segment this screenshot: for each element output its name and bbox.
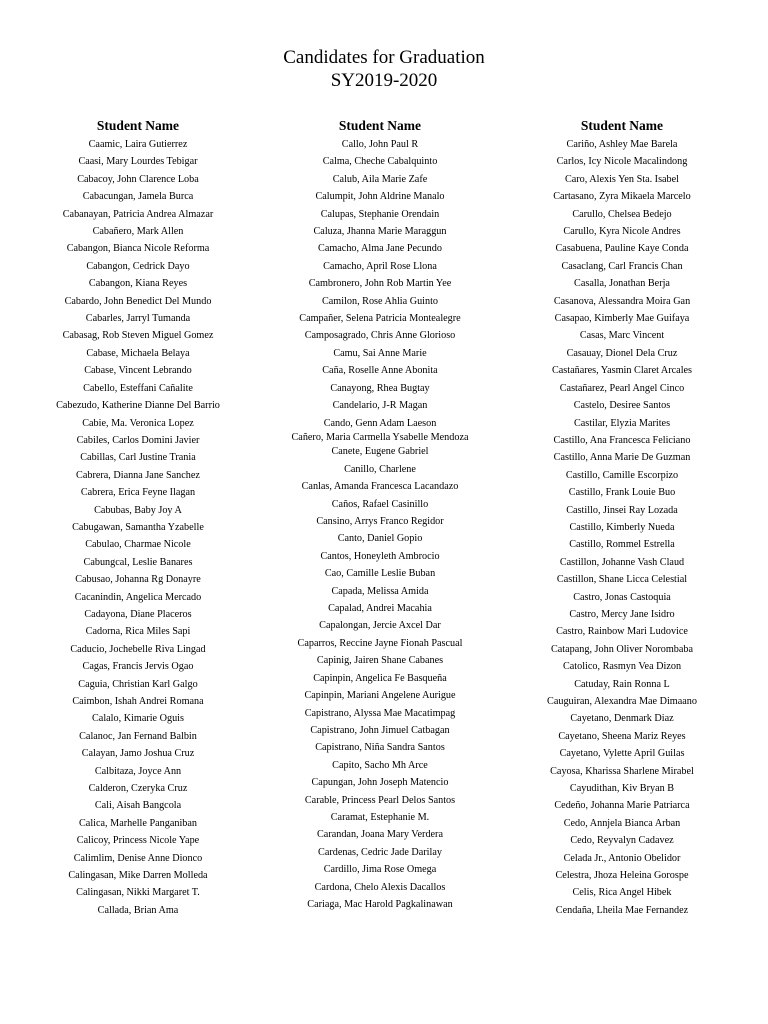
student-name-item: Celada Jr., Antonio Obelidor bbox=[563, 852, 681, 864]
student-name-item: Capistrano, Alyssa Mae Macatimpag bbox=[304, 707, 456, 719]
column-header: Student Name bbox=[96, 118, 180, 133]
student-name-item: Castillo, Frank Louie Buo bbox=[568, 487, 676, 499]
student-name-item: Calderon, Czeryka Cruz bbox=[88, 783, 188, 795]
student-name-item: Cabungcal, Leslie Banares bbox=[83, 556, 193, 568]
student-name-item: Cabello, Esteffani Cañalite bbox=[83, 382, 193, 394]
student-name-item: Calingasan, Mike Darren Molleda bbox=[68, 870, 208, 882]
student-name-item: Calub, Aila Marie Zafe bbox=[332, 173, 428, 185]
student-name-item: Cabangon, Cedrick Dayo bbox=[86, 260, 190, 272]
student-name-item: Caimbon, Ishah Andrei Romana bbox=[72, 696, 204, 707]
name-column-2 bbox=[255, 116, 505, 913]
student-name-item: Canto, Daniel Gopio bbox=[337, 533, 423, 545]
student-name-item: Cambronero, John Rob Martin Yee bbox=[308, 278, 452, 290]
student-name-item: Caramat, Estephanie M. bbox=[330, 811, 430, 823]
student-name-item: Casas, Marc Vincent bbox=[579, 330, 665, 342]
student-name-item: Cali, Aisah Bangcola bbox=[94, 800, 182, 812]
student-name-item: Capungan, John Joseph Matencio bbox=[311, 777, 449, 789]
student-name-item: Capalongan, Jercie Axcel Dar bbox=[319, 620, 441, 632]
student-name-item: Caños, Rafael Casinillo bbox=[331, 498, 429, 510]
student-name-item: Castañarez, Pearl Angel Cinco bbox=[559, 382, 685, 394]
student-name-item: Campañer, Selena Patricia Montealegre bbox=[299, 313, 461, 325]
student-name-item: Cariño, Ashley Mae Barela bbox=[566, 139, 678, 150]
student-name-item: Cabubas, Baby Joy A bbox=[94, 504, 182, 516]
student-name-item: Cardenas, Cedric Jade Darilay bbox=[318, 846, 442, 858]
student-name-item: Cabangon, Kiana Reyes bbox=[88, 278, 188, 290]
student-name-item: Cabanayan, Patricia Andrea Almazar bbox=[62, 208, 214, 220]
student-name-item: Cartasano, Zyra Mikaela Marcelo bbox=[553, 191, 691, 203]
student-name-item: Castro, Jonas Castoquia bbox=[573, 591, 671, 603]
name-column-1 bbox=[13, 116, 263, 919]
student-name-item: Castelo, Desiree Santos bbox=[573, 400, 671, 412]
student-name-item: Caducio, Jochebelle Riva Lingad bbox=[70, 643, 206, 655]
student-name-item: Cayetano, Vylette April Guilas bbox=[559, 748, 685, 760]
student-name-item: Cacanindin, Angelica Mercado bbox=[74, 591, 202, 603]
student-name-item: Cabiles, Carlos Domini Javier bbox=[76, 434, 200, 446]
student-name-item: Castro, Mercy Jane Isidro bbox=[569, 608, 675, 620]
name-list bbox=[13, 136, 263, 919]
name-list bbox=[497, 136, 747, 919]
student-name-item: Caluza, Jhanna Marie Maraggun bbox=[313, 226, 447, 238]
student-name-item: Cardillo, Jima Rose Omega bbox=[323, 864, 437, 876]
student-name-item: Casauay, Dionel Dela Cruz bbox=[566, 347, 678, 359]
student-name-item: Cabie, Ma. Veronica Lopez bbox=[82, 417, 194, 429]
student-name-item: Calma, Cheche Cabalquinto bbox=[322, 156, 438, 168]
student-name-item: Catolico, Rasmyn Vea Dizon bbox=[562, 661, 682, 673]
student-name-item: Capalad, Andrei Macahia bbox=[328, 603, 432, 615]
student-name-item: Casapao, Kimberly Mae Guifaya bbox=[554, 313, 690, 325]
student-name-item: Cabardo, John Benedict Del Mundo bbox=[64, 295, 212, 307]
student-name-item: Cardona, Chelo Alexis Dacallos bbox=[314, 881, 446, 893]
student-name-item: Cabase, Vincent Lebrando bbox=[84, 365, 192, 377]
student-name-item: Cabrera, Dianna Jane Sanchez bbox=[76, 469, 200, 481]
student-name-item: Castro, Rainbow Mari Ludovice bbox=[556, 626, 688, 638]
student-name-item: Callada, Brian Ama bbox=[97, 904, 179, 916]
student-name-item: Cedo, Reyvalyn Cadavez bbox=[570, 835, 674, 847]
student-name-item: Cedeño, Johanna Marie Patriarca bbox=[554, 800, 690, 812]
student-name-item: Cabarles, Jarryl Tumanda bbox=[85, 313, 191, 325]
student-name-item: Carandan, Joana Mary Verdera bbox=[317, 829, 443, 841]
student-name-item: Cabusao, Johanna Rg Donayre bbox=[75, 574, 201, 586]
student-name-item: Calumpit, John Aldrine Manalo bbox=[315, 191, 445, 203]
student-name-item: Canete, Eugene Gabriel bbox=[331, 446, 429, 458]
student-name-item: Castillo, Ana Francesca Feliciano bbox=[553, 434, 691, 446]
student-name-item: Camu, Sai Anne Marie bbox=[333, 347, 427, 359]
student-name-item: Cabangon, Bianca Nicole Reforma bbox=[66, 243, 210, 255]
student-name-item: Callo, John Paul R bbox=[341, 139, 419, 150]
student-name-item: Catapang, John Oliver Norombaba bbox=[550, 643, 694, 655]
student-name-item: Capistrano, Niña Sandra Santos bbox=[315, 742, 445, 754]
student-name-item: Cayosa, Kharissa Sharlene Mirabel bbox=[550, 765, 694, 777]
student-name-item: Calayan, Jamo Joshua Cruz bbox=[81, 748, 195, 760]
column-header: Student Name bbox=[338, 118, 422, 133]
student-name-item: Caro, Alexis Yen Sta. Isabel bbox=[564, 173, 680, 185]
student-name-item: Castillo, Kimberly Nueda bbox=[569, 521, 675, 533]
student-name-item: Cariaga, Mac Harold Pagkalinawan bbox=[307, 898, 453, 910]
student-name-item: Calimlim, Denise Anne Dionco bbox=[73, 852, 203, 864]
name-column-3 bbox=[497, 116, 747, 919]
student-name-item: Castillo, Anna Marie De Guzman bbox=[553, 452, 691, 464]
student-name-item: Capinpin, Angelica Fe Basqueña bbox=[313, 672, 447, 684]
student-name-item: Cabezudo, Katherine Dianne Del Barrio bbox=[56, 400, 220, 412]
student-name-item: Caamic, Laira Gutierrez bbox=[88, 139, 188, 150]
student-name-item: Carullo, Chelsea Bedejo bbox=[572, 208, 672, 220]
student-name-item: Cabase, Michaela Belaya bbox=[86, 347, 190, 359]
student-name-item: Capinig, Jairen Shane Cabanes bbox=[316, 655, 444, 667]
student-name-item: Cadorna, Rica Miles Sapi bbox=[85, 626, 191, 638]
student-name-item: Cabillas, Carl Justine Trania bbox=[80, 452, 196, 464]
student-name-item: Camilon, Rose Ahlia Guinto bbox=[321, 295, 439, 307]
student-name-item: Casanova, Alessandra Moira Gan bbox=[553, 295, 691, 307]
student-name-item: Carable, Princess Pearl Delos Santos bbox=[304, 794, 456, 806]
title-line-2: SY2019-2020 bbox=[330, 70, 438, 91]
name-list bbox=[255, 136, 505, 913]
student-name-item: Catuday, Rain Ronna L bbox=[574, 678, 670, 690]
student-name-item: Cayetano, Denmark Diaz bbox=[570, 713, 674, 725]
student-name-item: Cadayona, Diane Placeros bbox=[84, 608, 192, 620]
student-name-item: Cabugawan, Samantha Yzabelle bbox=[72, 521, 204, 533]
title-line-1: Candidates for Graduation bbox=[283, 47, 485, 68]
student-name-item: Castañares, Yasmin Claret Arcales bbox=[551, 365, 693, 377]
student-name-item: Cansino, Arrys Franco Regidor bbox=[316, 516, 444, 528]
student-name-item: Caasi, Mary Lourdes Tebigar bbox=[78, 156, 198, 168]
student-name-item: Capistrano, John Jimuel Catbagan bbox=[310, 724, 450, 736]
student-name-item: Castillon, Shane Licca Celestial bbox=[556, 574, 688, 586]
column-header: Student Name bbox=[580, 118, 664, 133]
student-name-item: Cendaña, Lheila Mae Fernandez bbox=[555, 904, 689, 916]
student-name-item: Castilar, Elyzia Marites bbox=[573, 417, 671, 429]
document-title bbox=[0, 46, 768, 92]
student-name-item: Carullo, Kyra Nicole Andres bbox=[563, 226, 681, 238]
student-name-item: Calica, Marhelle Panganiban bbox=[79, 817, 197, 829]
student-name-item: Camposagrado, Chris Anne Glorioso bbox=[304, 330, 456, 342]
student-name-item: Casaclang, Carl Francis Chan bbox=[561, 260, 683, 272]
student-name-item: Cagas, Francis Jervis Ogao bbox=[82, 661, 194, 673]
student-name-item: Celis, Rica Angel Hibek bbox=[572, 887, 672, 899]
student-name-item: Cayetano, Sheena Mariz Reyes bbox=[558, 730, 686, 742]
student-name-item: Cando, Genn Adam Laeson bbox=[323, 417, 437, 429]
student-name-item: Castillo, Camille Escorpizo bbox=[565, 469, 679, 481]
student-name-item: Casalla, Jonathan Berja bbox=[574, 278, 670, 290]
student-name-item: Castillon, Johanne Vash Claud bbox=[559, 556, 685, 568]
student-name-item: Cabañero, Mark Allen bbox=[92, 226, 184, 238]
student-name-item: Cayudithan, Kiv Bryan B bbox=[569, 783, 675, 795]
student-name-item: Cedo, Annjela Bianca Arban bbox=[563, 817, 681, 829]
student-name-item: Capada, Melissa Amida bbox=[331, 585, 429, 597]
student-name-item: Canillo, Charlene bbox=[344, 463, 416, 475]
student-name-item: Casabuena, Pauline Kaye Conda bbox=[555, 243, 689, 255]
student-name-item: Cabasag, Rob Steven Miguel Gomez bbox=[62, 330, 214, 342]
student-name-item: Cantos, Honeyleth Ambrocio bbox=[320, 550, 440, 562]
student-name-item: Calingasan, Nikki Margaret T. bbox=[76, 887, 200, 899]
student-name-item: Castillo, Jinsei Ray Lozada bbox=[566, 504, 678, 516]
student-name-item: Capinpin, Mariani Angelene Aurigue bbox=[304, 690, 456, 702]
student-name-item: Calalo, Kimarie Oguis bbox=[92, 713, 184, 725]
student-name-item: Cañero, Maria Carmella Ysabelle Mendoza bbox=[291, 431, 469, 443]
student-name-item: Canayong, Rhea Bugtay bbox=[330, 382, 430, 394]
student-name-item: Canlas, Amanda Francesca Lacandazo bbox=[301, 481, 459, 493]
student-name-item: Camacho, April Rose Llona bbox=[323, 260, 437, 272]
student-name-item: Camacho, Alma Jane Pecundo bbox=[318, 243, 442, 255]
student-name-item: Calicoy, Princess Nicole Yape bbox=[76, 835, 200, 847]
student-name-item: Candelario, J-R Magan bbox=[332, 400, 428, 412]
student-name-item: Carlos, Icy Nicole Macalindong bbox=[556, 156, 688, 168]
student-name-item: Celestra, Jhoza Heleina Gorospe bbox=[555, 870, 689, 882]
student-name-item: Caparros, Reccine Jayne Fionah Pascual bbox=[297, 637, 463, 649]
student-name-item: Cabacungan, Jamela Burca bbox=[82, 191, 194, 203]
student-name-item: Calbitaza, Joyce Ann bbox=[94, 765, 182, 777]
student-name-item: Cao, Camille Leslie Buban bbox=[324, 568, 436, 580]
student-name-item: Cabacoy, John Clarence Loba bbox=[77, 173, 199, 185]
student-name-item: Cauguiran, Alexandra Mae Dimaano bbox=[547, 696, 697, 707]
student-name-item: Castillo, Rommel Estrella bbox=[569, 539, 675, 551]
student-name-item: Cabrera, Erica Feyne Ilagan bbox=[80, 487, 196, 499]
student-name-item: Calanoc, Jan Fernand Balbin bbox=[79, 730, 197, 742]
student-name-item: Calupas, Stephanie Orendain bbox=[320, 208, 440, 220]
student-name-item: Capito, Sacho Mh Arce bbox=[332, 759, 428, 771]
student-name-item: Cabulao, Charmae Nicole bbox=[85, 539, 191, 551]
student-name-item: Caña, Roselle Anne Abonita bbox=[322, 365, 438, 377]
student-name-item: Caguia, Christian Karl Galgo bbox=[78, 678, 198, 690]
